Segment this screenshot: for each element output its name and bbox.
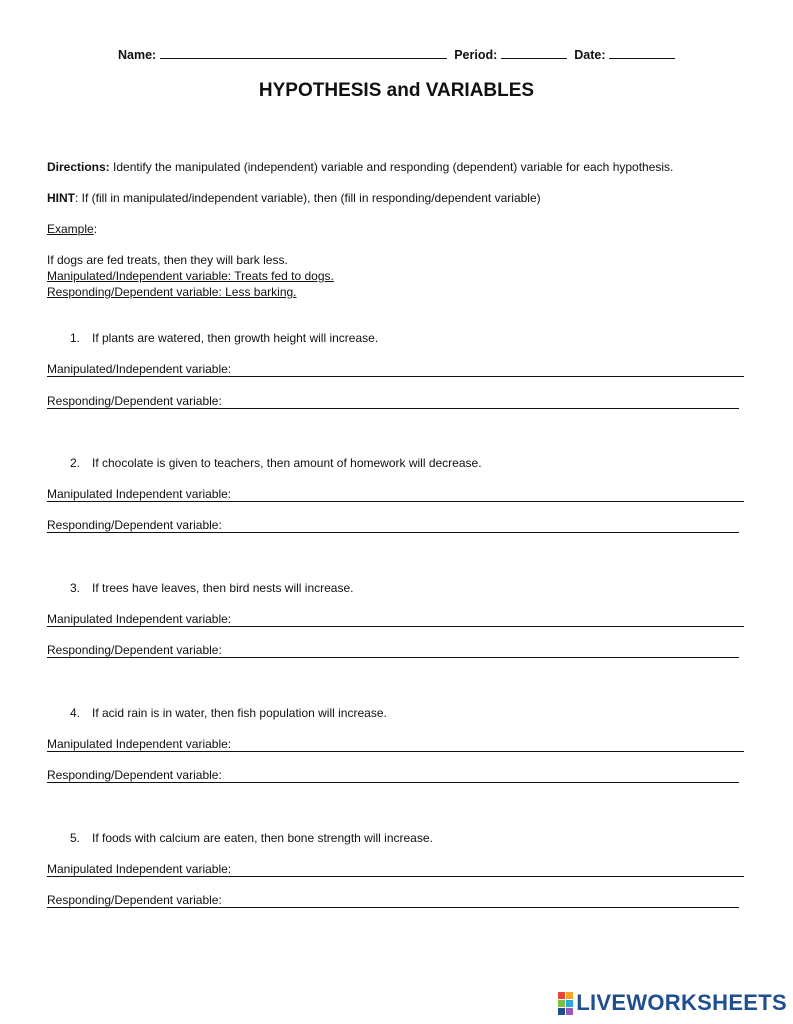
manipulated-answer-2[interactable]: [47, 487, 744, 502]
logo-square: [566, 1000, 573, 1007]
example-label: Example: [47, 222, 94, 236]
name-field[interactable]: [160, 47, 447, 59]
name-label: Name:: [118, 48, 157, 62]
example-hypothesis: If dogs are fed treats, then they will bark less.: [47, 253, 288, 267]
manipulated-label: Manipulated Independent variable:: [47, 737, 232, 751]
responding-answer-3[interactable]: [47, 643, 739, 658]
question-number: 4.: [70, 706, 81, 720]
hint-label: HINT: [47, 191, 75, 205]
example-colon: :: [93, 222, 98, 236]
manipulated-label: Manipulated Independent variable:: [47, 862, 232, 876]
responding-answer-4[interactable]: [47, 768, 739, 783]
manipulated-answer-3[interactable]: [47, 612, 744, 627]
question-1: [70, 331, 378, 345]
logo-square: [558, 992, 565, 999]
directions: [47, 160, 673, 174]
question-text: If trees have leaves, then bird nests will increase.: [92, 581, 354, 595]
responding-answer-1[interactable]: [47, 394, 739, 409]
responding-label: Responding/Dependent variable:: [47, 643, 222, 657]
responding-label: Responding/Dependent variable:: [47, 893, 222, 907]
question-text: If acid rain is in water, then fish population will increase.: [92, 706, 387, 720]
responding-label: Responding/Dependent variable:: [47, 394, 222, 408]
manipulated-label: Manipulated Independent variable:: [47, 487, 232, 501]
manipulated-label: Manipulated/Independent variable:: [47, 362, 232, 376]
page-title: HYPOTHESIS and VARIABLES: [258, 80, 535, 101]
example-responding: Responding/Dependent variable: Less barking.: [47, 285, 297, 299]
period-label: Period:: [454, 48, 498, 62]
example-manipulated: Manipulated/Independent variable: Treats fed to dogs.: [47, 269, 334, 283]
header-fields: [0, 47, 793, 62]
logo-square: [566, 1008, 573, 1015]
manipulated-answer-1[interactable]: [47, 362, 744, 377]
manipulated-answer-5[interactable]: [47, 862, 744, 877]
logo-square: [566, 992, 573, 999]
responding-answer-5[interactable]: [47, 893, 739, 908]
question-text: If foods with calcium are eaten, then bone strength will increase.: [92, 831, 433, 845]
hint-text: : If (fill in manipulated/independent variable), then (fill in responding/dependent variable): [75, 191, 541, 205]
liveworksheets-mark-icon: [558, 992, 573, 1015]
responding-label: Responding/Dependent variable:: [47, 768, 222, 782]
question-number: 2.: [70, 456, 81, 470]
example-heading: [47, 222, 97, 236]
question-number: 5.: [70, 831, 81, 845]
directions-label: Directions:: [47, 160, 110, 174]
logo-text: LIVEWORKSHEETS: [576, 990, 787, 1015]
question-text: If plants are watered, then growth height will increase.: [92, 331, 379, 345]
period-field[interactable]: [501, 47, 567, 59]
directions-text: Identify the manipulated (independent) variable and responding (dependent) variable for each hypothesis.: [109, 160, 674, 174]
logo-square: [558, 1008, 565, 1015]
question-3: [70, 581, 353, 595]
manipulated-label: Manipulated Independent variable:: [47, 612, 232, 626]
question-number: 3.: [70, 581, 81, 595]
question-5: [70, 831, 433, 845]
date-field[interactable]: [609, 47, 675, 59]
manipulated-answer-4[interactable]: [47, 737, 744, 752]
responding-answer-2[interactable]: [47, 518, 739, 533]
hint: [47, 191, 541, 205]
question-4: [70, 706, 387, 720]
date-label: Date:: [574, 48, 606, 62]
liveworksheets-logo: [558, 990, 787, 1016]
logo-square: [558, 1000, 565, 1007]
responding-label: Responding/Dependent variable:: [47, 518, 222, 532]
question-text: If chocolate is given to teachers, then amount of homework will decrease.: [92, 456, 482, 470]
question-2: [70, 456, 482, 470]
question-number: 1.: [70, 331, 81, 345]
